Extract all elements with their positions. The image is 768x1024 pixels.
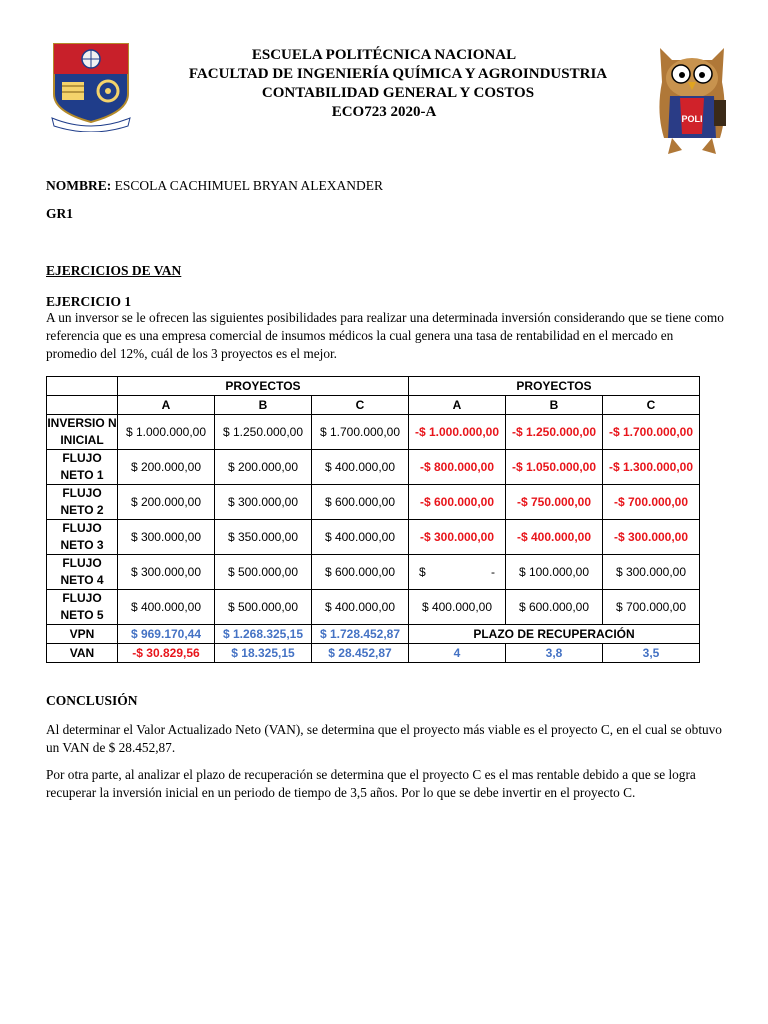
table-cell: $ 400.000,00	[118, 590, 215, 625]
table-cell: $ 300.000,00	[118, 520, 215, 555]
van-cell: -$ 30.829,56	[118, 644, 215, 663]
table-cell: -$ 1.000.000,00	[409, 415, 506, 450]
row-label: FLUJO NETO 5	[47, 590, 118, 625]
name-label: NOMBRE:	[46, 178, 112, 193]
header-course: CONTABILIDAD GENERAL Y COSTOS	[261, 85, 535, 101]
table-cell: $ 400.000,00	[312, 450, 409, 485]
table-cell	[409, 555, 506, 590]
table-cell: -$ 600.000,00	[409, 485, 506, 520]
van-cell: $ 18.325,15	[215, 644, 312, 663]
group-header-right: PROYECTOS	[409, 377, 700, 396]
group-header-left: PROYECTOS	[118, 377, 409, 396]
col-header: A	[118, 396, 215, 415]
vpn-cell: $ 1.728.452,87	[312, 625, 409, 644]
plazo-cell: 3,5	[603, 644, 700, 663]
table-cell: $ 600.000,00	[312, 555, 409, 590]
table-cell: $ 600.000,00	[506, 590, 603, 625]
row-label: INVERSIO N INICIAL	[47, 415, 118, 450]
table-row	[47, 555, 700, 590]
corner-cell	[47, 377, 118, 396]
row-label: VAN	[47, 644, 118, 663]
vpn-cell: $ 969.170,44	[118, 625, 215, 644]
table-cell: -$ 1.250.000,00	[506, 415, 603, 450]
col-header: A	[409, 396, 506, 415]
table-cell: -$ 800.000,00	[409, 450, 506, 485]
table-cell: $ 350.000,00	[215, 520, 312, 555]
table-cell: $ 1.700.000,00	[312, 415, 409, 450]
van-table	[46, 376, 700, 663]
table-cell: -$ 1.300.000,00	[603, 450, 700, 485]
conclusion-paragraph-1: Al determinar el Valor Actualizado Neto (VAN), se determina que el proyecto más viable es el proyecto C, en el cual se obtuvo un VAN de $ 28.452,87.	[46, 722, 722, 755]
table-cell: $ 200.000,00	[118, 485, 215, 520]
table-cell: -$ 300.000,00	[603, 520, 700, 555]
student-name	[46, 177, 383, 195]
table-cell: $ 1.000.000,00	[118, 415, 215, 450]
table-cell: $ 1.250.000,00	[215, 415, 312, 450]
col-header: B	[506, 396, 603, 415]
table-cell: $ 500.000,00	[215, 590, 312, 625]
plazo-cell: 3,8	[506, 644, 603, 663]
student-group: GR1	[46, 206, 73, 221]
zero-dash: -	[491, 565, 495, 579]
table-cell: $ 100.000,00	[506, 555, 603, 590]
table-cell: $ 500.000,00	[215, 555, 312, 590]
exercise-title: EJERCICIO 1	[46, 294, 132, 309]
table-cell: $ 400.000,00	[409, 590, 506, 625]
plazo-cell: 4	[409, 644, 506, 663]
table-cell: $ 300.000,00	[118, 555, 215, 590]
table-cell: $ 400.000,00	[312, 590, 409, 625]
col-header: C	[312, 396, 409, 415]
vpn-row	[47, 625, 700, 644]
table-row	[47, 415, 700, 450]
currency-sign: $	[419, 565, 426, 579]
table-cell: $ 300.000,00	[603, 555, 700, 590]
header-faculty: FACULTAD DE INGENIERÍA QUÍMICA Y AGROINDUSTRIA	[188, 66, 608, 82]
van-row	[47, 644, 700, 663]
table-row	[47, 590, 700, 625]
row-label: FLUJO NETO 4	[47, 555, 118, 590]
table-cell: $ 700.000,00	[603, 590, 700, 625]
table-row	[47, 520, 700, 555]
col-header: B	[215, 396, 312, 415]
table-cell: -$ 750.000,00	[506, 485, 603, 520]
conclusion-title: CONCLUSIÓN	[46, 693, 138, 708]
row-label: FLUJO NETO 1	[47, 450, 118, 485]
table-cell: -$ 300.000,00	[409, 520, 506, 555]
vpn-cell: $ 1.268.325,15	[215, 625, 312, 644]
header-institution: ESCUELA POLITÉCNICA NACIONAL	[251, 47, 517, 63]
name-value: ESCOLA CACHIMUEL BRYAN ALEXANDER	[114, 178, 384, 193]
table-cell: $ 200.000,00	[215, 450, 312, 485]
table-cell: -$ 1.050.000,00	[506, 450, 603, 485]
table-cell: -$ 400.000,00	[506, 520, 603, 555]
row-label: VPN	[47, 625, 118, 644]
document-header	[0, 46, 768, 122]
table-cell: -$ 1.700.000,00	[603, 415, 700, 450]
row-label: FLUJO NETO 3	[47, 520, 118, 555]
van-cell: $ 28.452,87	[312, 644, 409, 663]
section-title: EJERCICIOS DE VAN	[46, 263, 182, 278]
conclusion-paragraph-2: Por otra parte, al analizar el plazo de recuperación se determina que el proyecto C es el mas rentable debido a que se logra recuperar la inversión inicial en un periodo de tiempo de 3,5 años. Por lo que se debe invertir en el proyecto C.	[46, 767, 696, 800]
header-code: ECO723 2020-A	[331, 104, 437, 120]
table-cell: $ 600.000,00	[312, 485, 409, 520]
table-cell: $ 300.000,00	[215, 485, 312, 520]
exercise-text: A un inversor se le ofrecen las siguientes posibilidades para realizar una determinada inversión considerando que se tiene como referencia que es una empresa comercial de insumos médicos la cual genera una tasa de rentabilidad en el mercado en promedio del 12%, cuál de los 3 proyectos es el mejor.	[46, 310, 724, 361]
table-cell: $ 200.000,00	[118, 450, 215, 485]
table-cell: -$ 700.000,00	[603, 485, 700, 520]
table-row	[47, 450, 700, 485]
table-row	[47, 485, 700, 520]
owl-badge-text: POLI	[681, 114, 703, 124]
col-header: C	[603, 396, 700, 415]
row-label: FLUJO NETO 2	[47, 485, 118, 520]
table-cell: $ 400.000,00	[312, 520, 409, 555]
plazo-header: PLAZO DE RECUPERACIÓN	[409, 625, 700, 644]
